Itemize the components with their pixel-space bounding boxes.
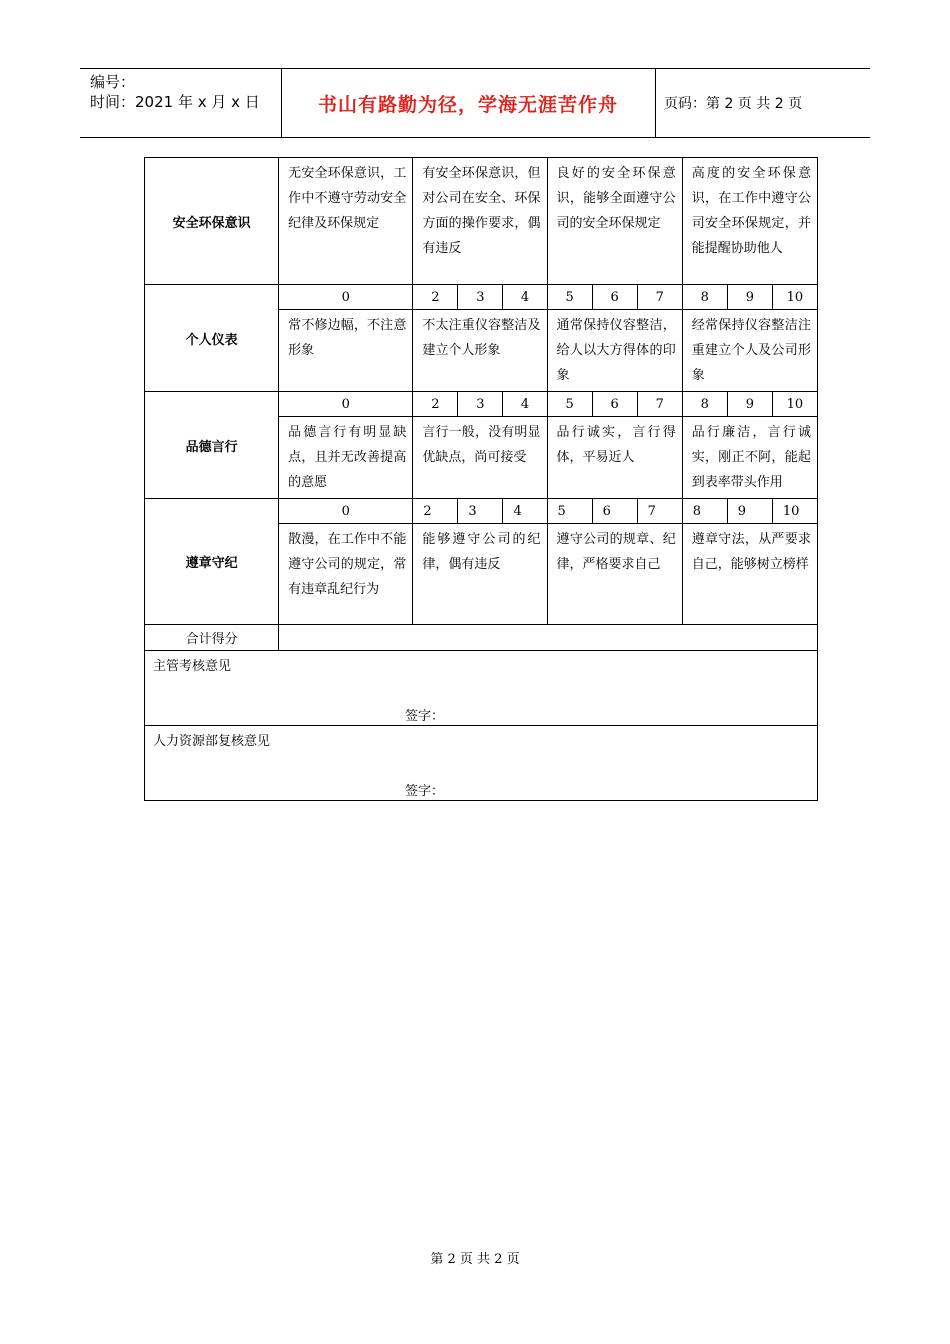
score-row-conduct [145, 392, 818, 417]
score-cell[interactable]: 0 [279, 285, 413, 310]
score-cell[interactable]: 2 [413, 499, 458, 524]
level-desc-fair: 有安全环保意识，但对公司在安全、环保方面的操作要求，偶有违反 [413, 158, 547, 285]
header-motto-cell [281, 69, 656, 137]
score-cell[interactable]: 7 [637, 499, 682, 524]
page-header [80, 68, 870, 138]
supervisor-opinion-label: 主管考核意见 [153, 659, 232, 674]
hr-opinion-field[interactable] [145, 726, 818, 801]
score-cell[interactable]: 5 [547, 392, 592, 417]
score-cell[interactable]: 6 [592, 392, 637, 417]
level-desc-fair: 言行一般，没有明显优缺点，尚可接受 [413, 417, 547, 499]
level-desc-fair: 能够遵守公司的纪律，偶有违反 [413, 524, 547, 625]
score-cell[interactable]: 5 [547, 285, 592, 310]
score-cell[interactable]: 9 [727, 499, 772, 524]
header-page-cell [656, 69, 870, 137]
criterion-label: 遵章守纪 [145, 499, 279, 625]
hr-opinion-row [145, 726, 818, 801]
row-safety-awareness [145, 158, 818, 285]
hr-signature-label: 签字： [405, 784, 445, 799]
score-cell[interactable]: 9 [727, 285, 772, 310]
score-cell[interactable]: 9 [727, 392, 772, 417]
level-desc-poor: 无安全环保意识，工作中不遵守劳动安全纪律及环保规定 [279, 158, 413, 285]
level-desc-fair: 不太注重仪容整洁及建立个人形象 [413, 310, 547, 392]
header-page-info: 页码：第 2 页 共 2 页 [664, 96, 803, 112]
score-cell[interactable]: 8 [682, 285, 727, 310]
score-cell[interactable]: 8 [682, 392, 727, 417]
header-motto: 书山有路勤为径，学海无涯苦作舟 [317, 93, 618, 116]
hr-opinion-label: 人力资源部复核意见 [153, 734, 271, 749]
score-cell[interactable]: 0 [279, 392, 413, 417]
supervisor-signature-label: 签字： [405, 709, 445, 724]
score-cell[interactable]: 7 [637, 285, 682, 310]
supervisor-opinion-row [145, 651, 818, 726]
score-cell[interactable]: 7 [637, 392, 682, 417]
score-cell[interactable]: 5 [547, 499, 592, 524]
score-row-discipline [145, 499, 818, 524]
score-cell[interactable]: 3 [458, 285, 503, 310]
level-desc-poor: 常不修边幅，不注意形象 [279, 310, 413, 392]
score-cell[interactable]: 0 [279, 499, 413, 524]
level-desc-poor: 品德言行有明显缺点，且并无改善提高的意愿 [279, 417, 413, 499]
header-meta-cell [80, 69, 282, 137]
score-cell[interactable]: 4 [503, 392, 547, 417]
score-cell[interactable]: 6 [592, 285, 637, 310]
page-footer: 第 2 页 共 2 页 [430, 1252, 520, 1267]
total-row [145, 625, 818, 651]
level-desc-good: 良好的安全环保意识，能够全面遵守公司的安全环保规定 [547, 158, 682, 285]
score-cell[interactable]: 3 [458, 499, 503, 524]
criterion-label: 个人仪表 [145, 285, 279, 392]
score-cell[interactable]: 2 [413, 392, 458, 417]
level-desc-excellent: 品行廉洁，言行诚实，刚正不阿，能起到表率带头作用 [682, 417, 817, 499]
score-cell[interactable]: 10 [772, 499, 817, 524]
score-cell[interactable]: 8 [682, 499, 727, 524]
score-cell[interactable]: 4 [503, 285, 547, 310]
score-cell[interactable]: 4 [503, 499, 547, 524]
total-score-label: 合计得分 [145, 625, 279, 651]
document-time-label: 时间：2021 年 x 月 x 日 [90, 93, 260, 111]
total-score-field[interactable] [279, 625, 818, 651]
score-row-appearance [145, 285, 818, 310]
score-cell[interactable]: 3 [458, 392, 503, 417]
criterion-label: 品德言行 [145, 392, 279, 499]
supervisor-opinion-field[interactable] [145, 651, 818, 726]
score-cell[interactable]: 10 [772, 392, 817, 417]
criterion-label: 安全环保意识 [145, 158, 279, 285]
score-cell[interactable]: 10 [772, 285, 817, 310]
level-desc-excellent: 高度的安全环保意识，在工作中遵守公司安全环保规定，并能提醒协助他人 [682, 158, 817, 285]
level-desc-poor: 散漫，在工作中不能遵守公司的规定，常有违章乱纪行为 [279, 524, 413, 625]
level-desc-excellent: 遵章守法，从严要求自己，能够树立榜样 [682, 524, 817, 625]
level-desc-good: 遵守公司的规章、纪律，严格要求自己 [547, 524, 682, 625]
level-desc-good: 品行诚实，言行得体，平易近人 [547, 417, 682, 499]
document-number-label: 编号： [90, 73, 136, 91]
level-desc-excellent: 经常保持仪容整洁注重建立个人及公司形象 [682, 310, 817, 392]
level-desc-good: 通常保持仪容整洁，给人以大方得体的印象 [547, 310, 682, 392]
score-cell[interactable]: 2 [413, 285, 458, 310]
score-cell[interactable]: 6 [592, 499, 637, 524]
evaluation-table [144, 157, 818, 801]
